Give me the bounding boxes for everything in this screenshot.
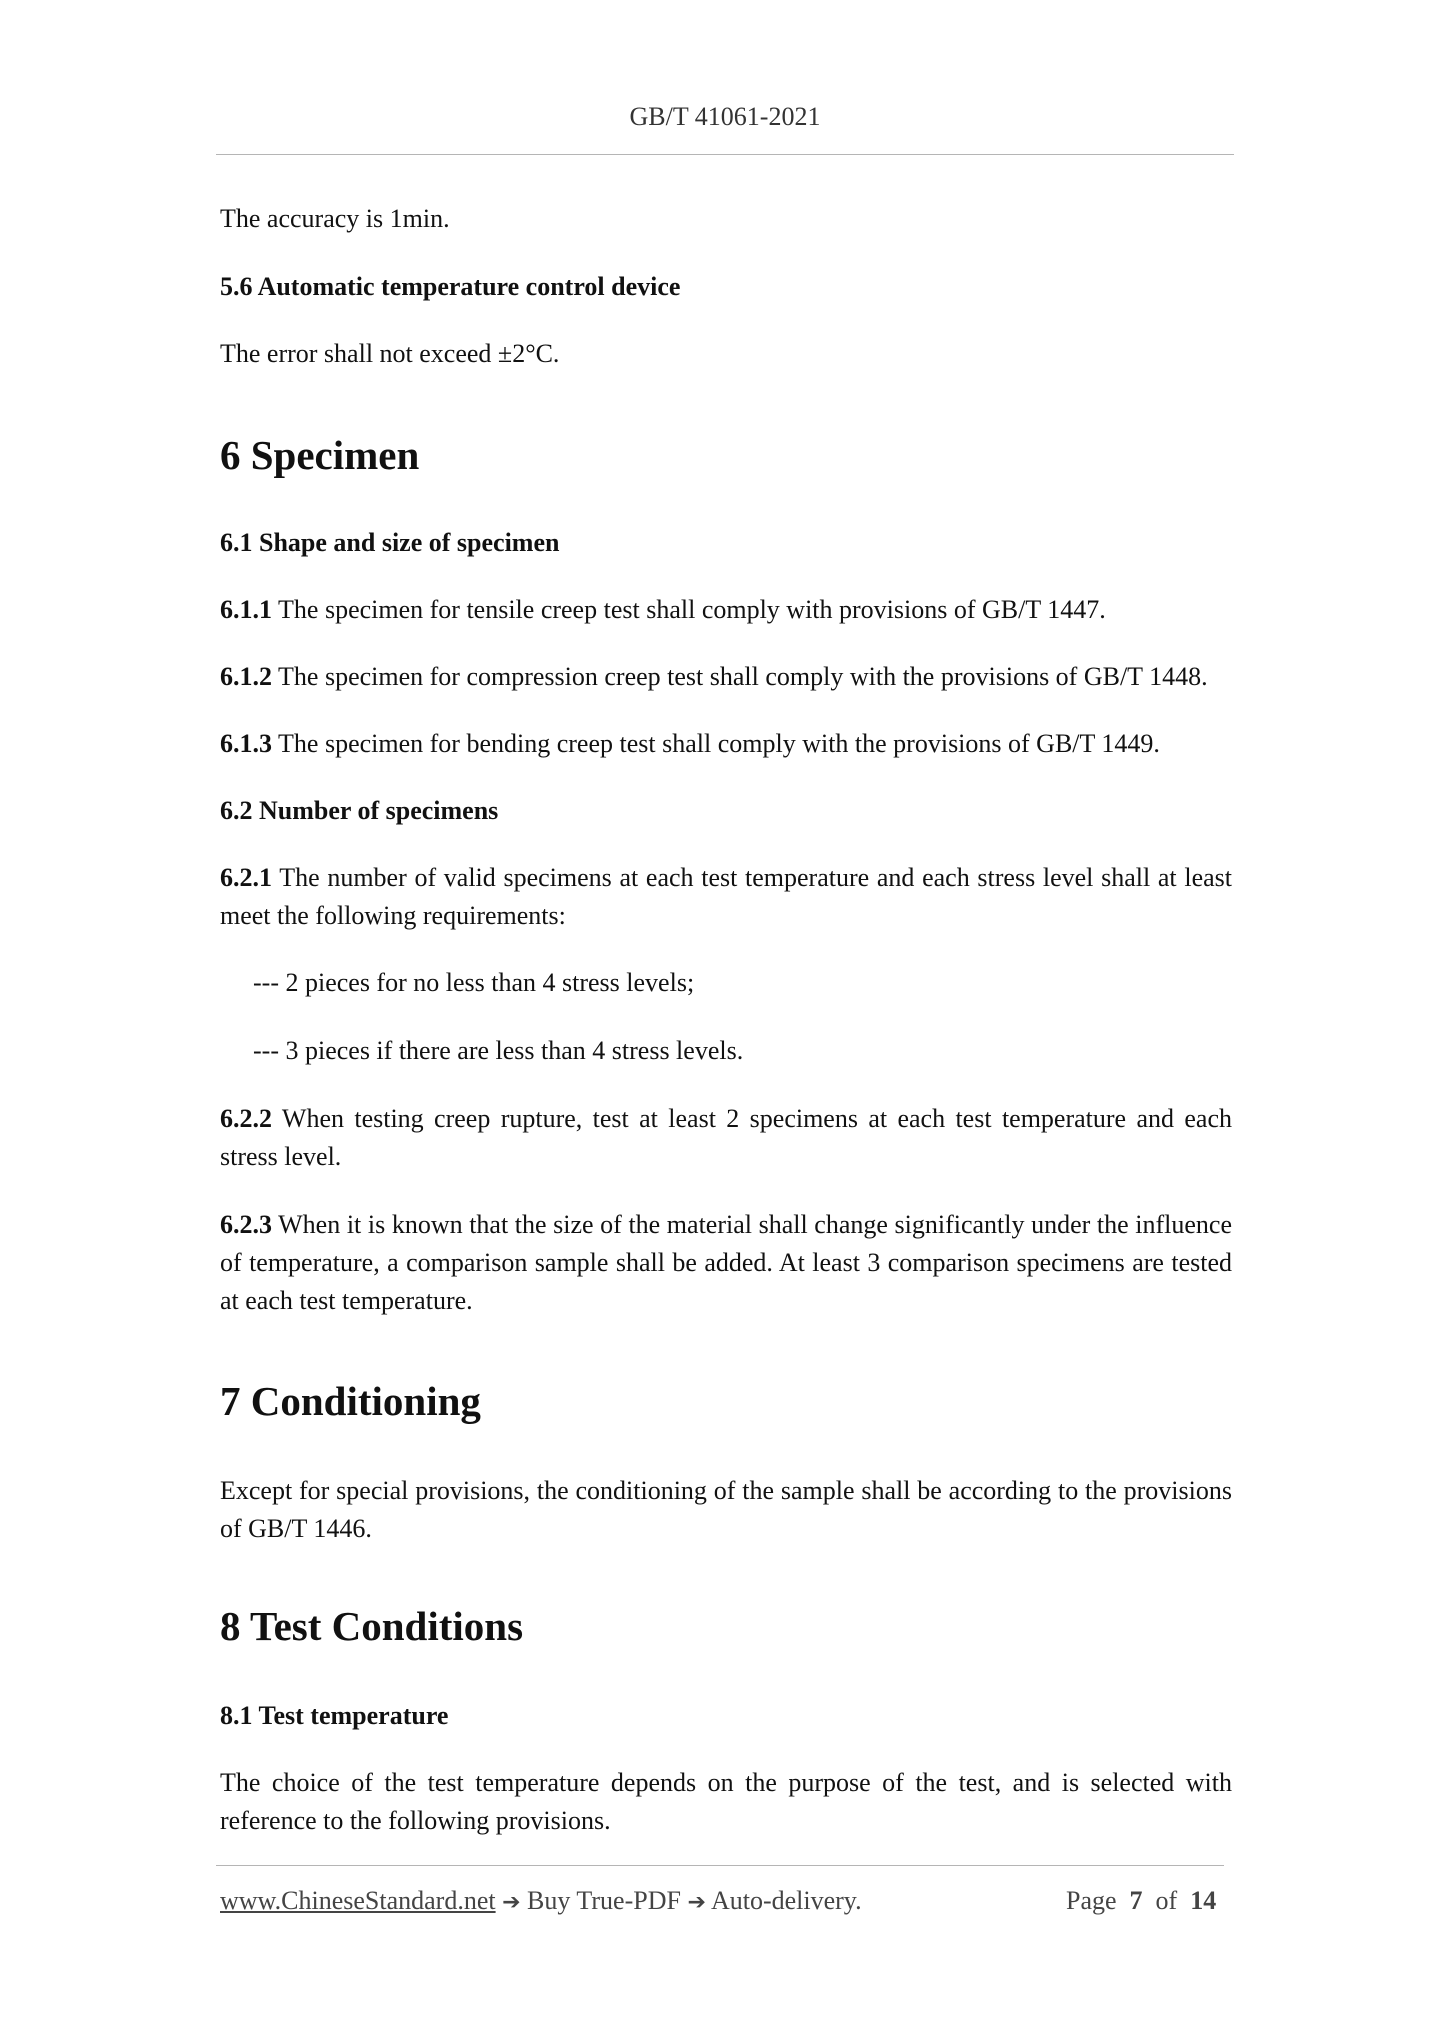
clause-text: When testing creep rupture, test at least 2 specimens at each test temperature and each stress level. [220,1104,1232,1171]
section-6-heading: 6 Specimen [220,432,420,478]
clause-6-2-2 [220,1100,1232,1176]
clause-6-2-1 [220,859,1232,935]
clause-6-2-3 [220,1206,1232,1320]
clause-number: 6.2.1 [220,863,272,892]
section-6-2-heading: 6.2 Number of specimens [220,796,499,825]
paragraph-conditioning: Except for special provisions, the conditioning of the sample shall be according to the provisions of GB/T 1446. [220,1476,1232,1543]
clause-6-1-1 [220,591,1232,629]
section-5-6-heading: 5.6 Automatic temperature control device [220,272,681,301]
paragraph-temperature: The choice of the test temperature depends on the purpose of the test, and is selected with reference to the following provisions. [220,1768,1232,1835]
page-total: 14 [1190,1886,1217,1915]
footer-promo [220,1882,862,1922]
right-arrow-icon: ➔ [502,1890,521,1915]
clause-text: When it is known that the size of the material shall change significantly under the influence of temperature, a comparison sample shall be added. At least 3 comparison specimens are tested at each test temperature. [220,1210,1232,1315]
paragraph-error: The error shall not exceed ±2°C. [220,339,560,368]
page-current: 7 [1129,1886,1143,1915]
clause-6-1-3 [220,725,1232,763]
clause-number: 6.2.3 [220,1210,272,1239]
clause-text: The number of valid specimens at each test temperature and each stress level shall at least meet the following requirements: [220,863,1232,930]
footer-divider [216,1865,1224,1866]
running-header: GB/T 41061-2021 [629,102,821,131]
buy-text: Buy True-PDF [527,1886,681,1915]
clause-6-1-2 [220,658,1232,696]
right-arrow-icon: ➔ [687,1890,706,1915]
section-7-heading: 7 Conditioning [220,1378,481,1424]
website-link[interactable]: www.ChineseStandard.net [220,1886,496,1915]
page-word: Page [1066,1886,1117,1915]
section-8-1-heading: 8.1 Test temperature [220,1701,449,1730]
clause-number: 6.2.2 [220,1104,272,1133]
clause-text: The specimen for bending creep test shall comply with the provisions of GB/T 1449. [272,729,1160,758]
of-word: of [1155,1886,1178,1915]
clause-number: 6.1.2 [220,662,272,691]
list-item: --- 2 pieces for no less than 4 stress levels; [253,968,695,997]
list-item: --- 3 pieces if there are less than 4 stress levels. [253,1036,744,1065]
clause-text: The specimen for tensile creep test shall comply with provisions of GB/T 1447. [272,595,1106,624]
section-6-1-heading: 6.1 Shape and size of specimen [220,528,560,557]
header-divider [216,154,1234,155]
clause-text: The specimen for compression creep test shall comply with the provisions of GB/T 1448. [272,662,1208,691]
page-indicator [1066,1882,1216,1920]
section-8-heading: 8 Test Conditions [220,1603,524,1649]
paragraph-accuracy: The accuracy is 1min. [220,204,450,233]
delivery-text: Auto-delivery. [710,1886,862,1915]
clause-number: 6.1.3 [220,729,272,758]
clause-number: 6.1.1 [220,595,272,624]
